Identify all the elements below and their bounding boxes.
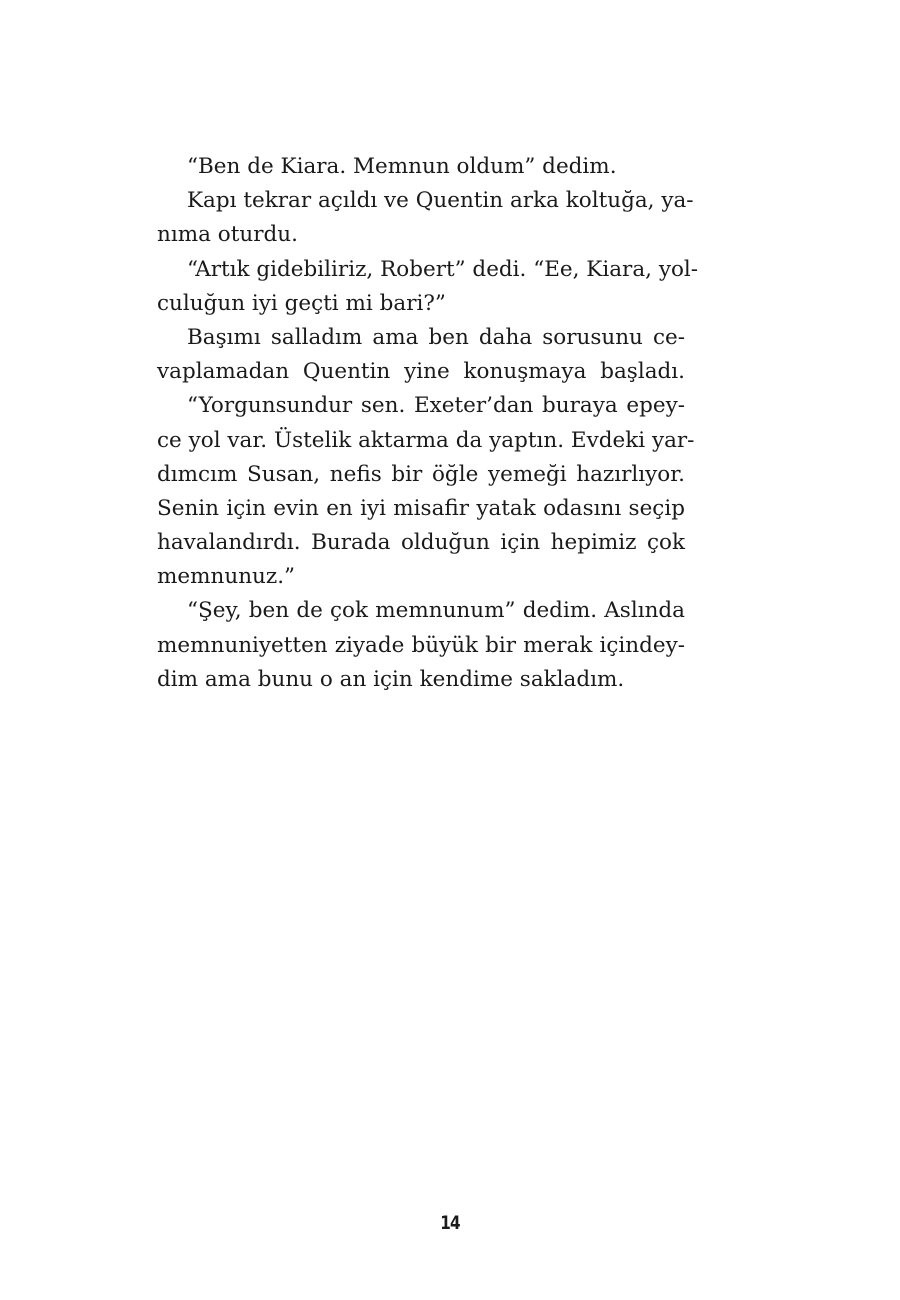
text-line: Senin için evin en iyi misafir yatak odasını seçip xyxy=(157,495,685,521)
text-line: Başımı salladım ama ben daha sorusunu ce- xyxy=(187,324,685,350)
text-line: “Artık gidebiliriz, Robert” dedi. “Ee, Kiara, yol- xyxy=(187,256,699,282)
text-line: ce yol var. Üstelik aktarma da yaptın. Evdeki yar- xyxy=(157,427,695,453)
text-line: “Ben de Kiara. Memnun oldum” dedim. xyxy=(187,154,617,179)
text-line: “Şey, ben de çok memnunum” dedim. Aslında xyxy=(187,598,685,624)
text-line: dim ama bunu o an için kendime sakladım. xyxy=(157,666,625,692)
text-line: dımcım Susan, nefis bir öğle yemeği hazırlıyor. xyxy=(157,461,685,487)
text-line: memnunuz.” xyxy=(157,564,296,590)
text-line: culuğun iyi geçti mi bari?” xyxy=(157,290,446,316)
text-line: havalandırdı. Burada olduğun için hepimiz çok xyxy=(157,530,685,556)
text-line: Kapı tekrar açıldı ve Quentin arka koltuğa, ya- xyxy=(187,188,694,214)
text-line: memnuniyetten ziyade büyük bir merak içindey- xyxy=(157,632,685,658)
body-text xyxy=(157,150,699,697)
text-line: “Yorgunsundur sen. Exeter’dan buraya epey- xyxy=(187,393,685,419)
text-line: nıma oturdu. xyxy=(157,222,298,248)
text-line: vaplamadan Quentin yine konuşmaya başladı. xyxy=(157,359,685,385)
page-number: 14 xyxy=(440,1212,460,1234)
